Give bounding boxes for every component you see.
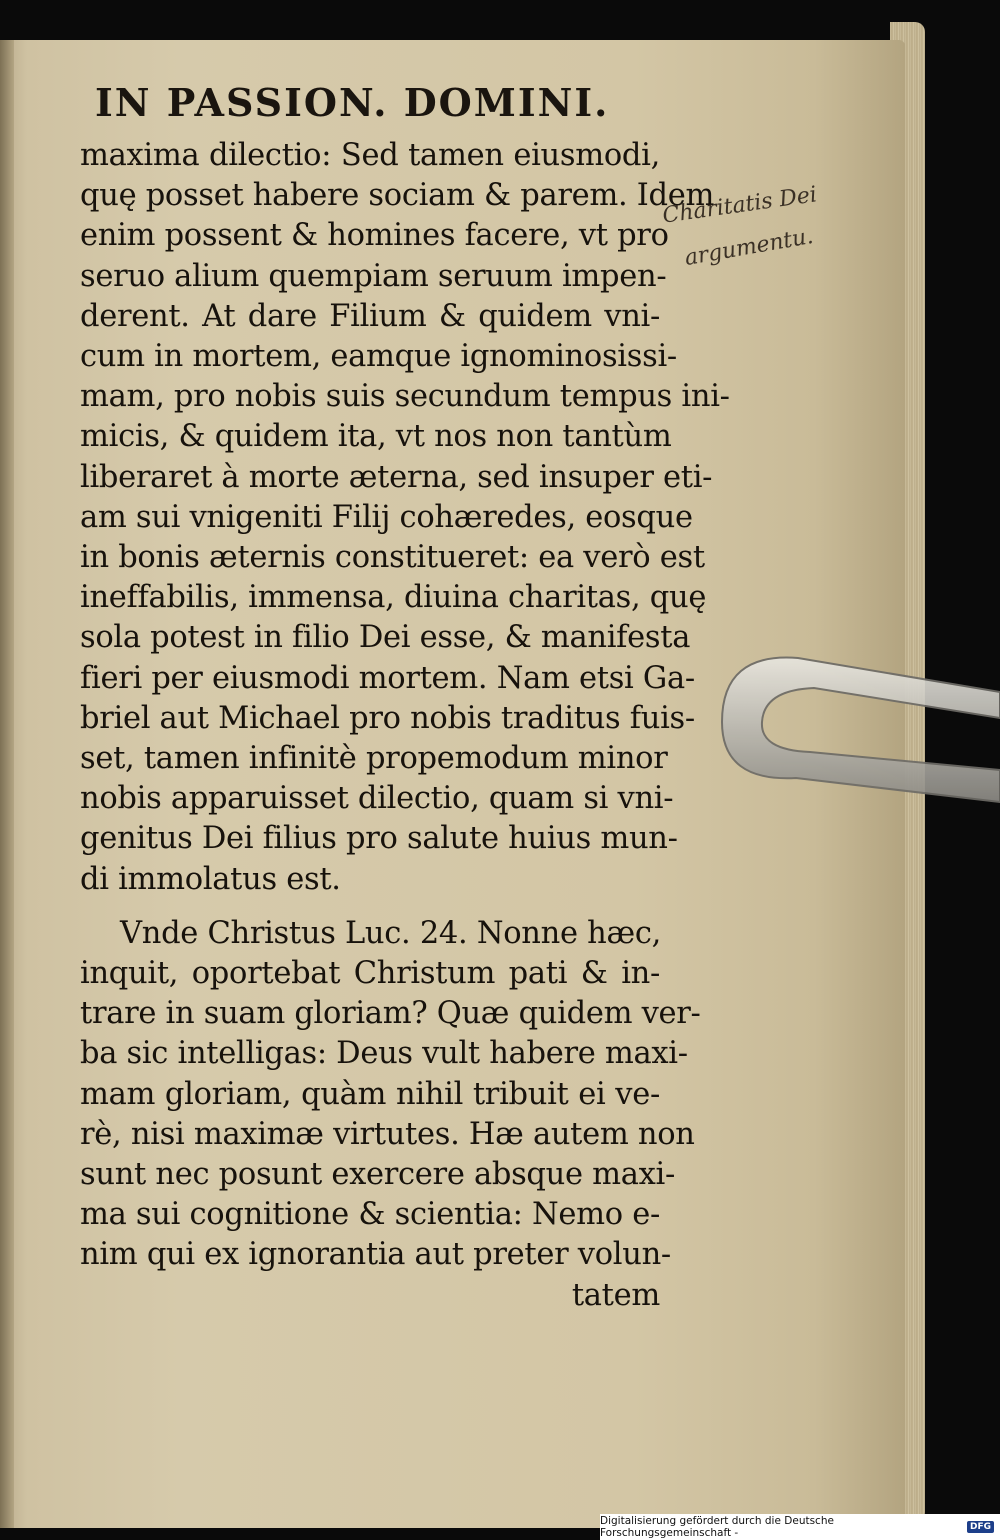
footer-text: Digitalisierung gefördert durch die Deutsche Forschungsgemeinschaft - bbox=[600, 1515, 834, 1539]
text-line: ma sui cognitione & scientia: Nemo e- bbox=[80, 1197, 660, 1233]
text-line: am sui vnigeniti Filij cohæredes, eosque bbox=[80, 499, 693, 535]
page-clip bbox=[718, 652, 1000, 812]
text-line: fieri per eiusmodi mortem. Nam etsi Ga- bbox=[80, 660, 695, 696]
text-line: trare in suam gloriam? Quæ quidem ver- bbox=[80, 996, 701, 1032]
text-line: tatem bbox=[571, 1277, 660, 1313]
running-head: IN PASSION. DOMINI. bbox=[95, 80, 610, 125]
text-line: Vnde Christus Luc. 24. Nonne hæc, bbox=[120, 915, 661, 951]
margin-note-line: Charitatis Dei bbox=[661, 182, 819, 229]
text-line: briel aut Michael pro nobis traditus fuis- bbox=[80, 700, 695, 736]
margin-note bbox=[661, 182, 852, 295]
text-line: seruo alium quempiam seruum impen- bbox=[80, 258, 667, 294]
text-line: rè, nisi maximæ virtutes. Hæ autem non bbox=[80, 1116, 695, 1152]
text-line: derent. At dare Filium & quidem vni- bbox=[80, 298, 660, 334]
text-line: sunt nec posunt exercere absque maxi- bbox=[80, 1157, 676, 1192]
text-line: mam, pro nobis suis secundum tempus ini- bbox=[80, 379, 730, 415]
margin-note-line: argumentu. bbox=[682, 223, 816, 272]
text-line: set, tamen infinitè propemodum minor bbox=[80, 741, 668, 776]
text-line: nobis apparuisset dilectio, quam si vni- bbox=[80, 781, 674, 817]
text-line: ineffabilis, immensa, diuina charitas, quę bbox=[80, 580, 707, 616]
text-line: di immolatus est. bbox=[80, 861, 341, 897]
text-line: liberaret à morte æterna, sed insuper eti- bbox=[80, 459, 713, 495]
text-line: sola potest in filio Dei esse, & manifesta bbox=[80, 620, 691, 656]
text-line: enim possent & homines facere, vt pro bbox=[80, 218, 669, 254]
text-line: cum in mortem, eamque ignominosissi- bbox=[80, 339, 677, 374]
text-line: quę posset habere sociam & parem. Idem bbox=[80, 178, 715, 214]
text-line: nim qui ex ignorantia aut preter volun- bbox=[80, 1237, 671, 1273]
text-line: ba sic intelligas: Deus vult habere maxi- bbox=[80, 1036, 688, 1072]
binding-gutter bbox=[0, 40, 14, 1528]
footer-credit bbox=[600, 1514, 1000, 1540]
text-line: inquit, oportebat Christum pati & in- bbox=[80, 956, 660, 991]
text-line: in bonis æternis constitueret: ea verò est bbox=[80, 540, 705, 575]
text-line: genitus Dei filius pro salute huius mun- bbox=[80, 821, 678, 857]
text-line: mam gloriam, quàm nihil tribuit ei ve- bbox=[80, 1076, 660, 1112]
text-line: maxima dilectio: Sed tamen eiusmodi, bbox=[80, 138, 660, 173]
dfg-logo: DFG bbox=[967, 1521, 994, 1533]
text-line: micis, & quidem ita, vt nos non tantùm bbox=[80, 419, 672, 455]
